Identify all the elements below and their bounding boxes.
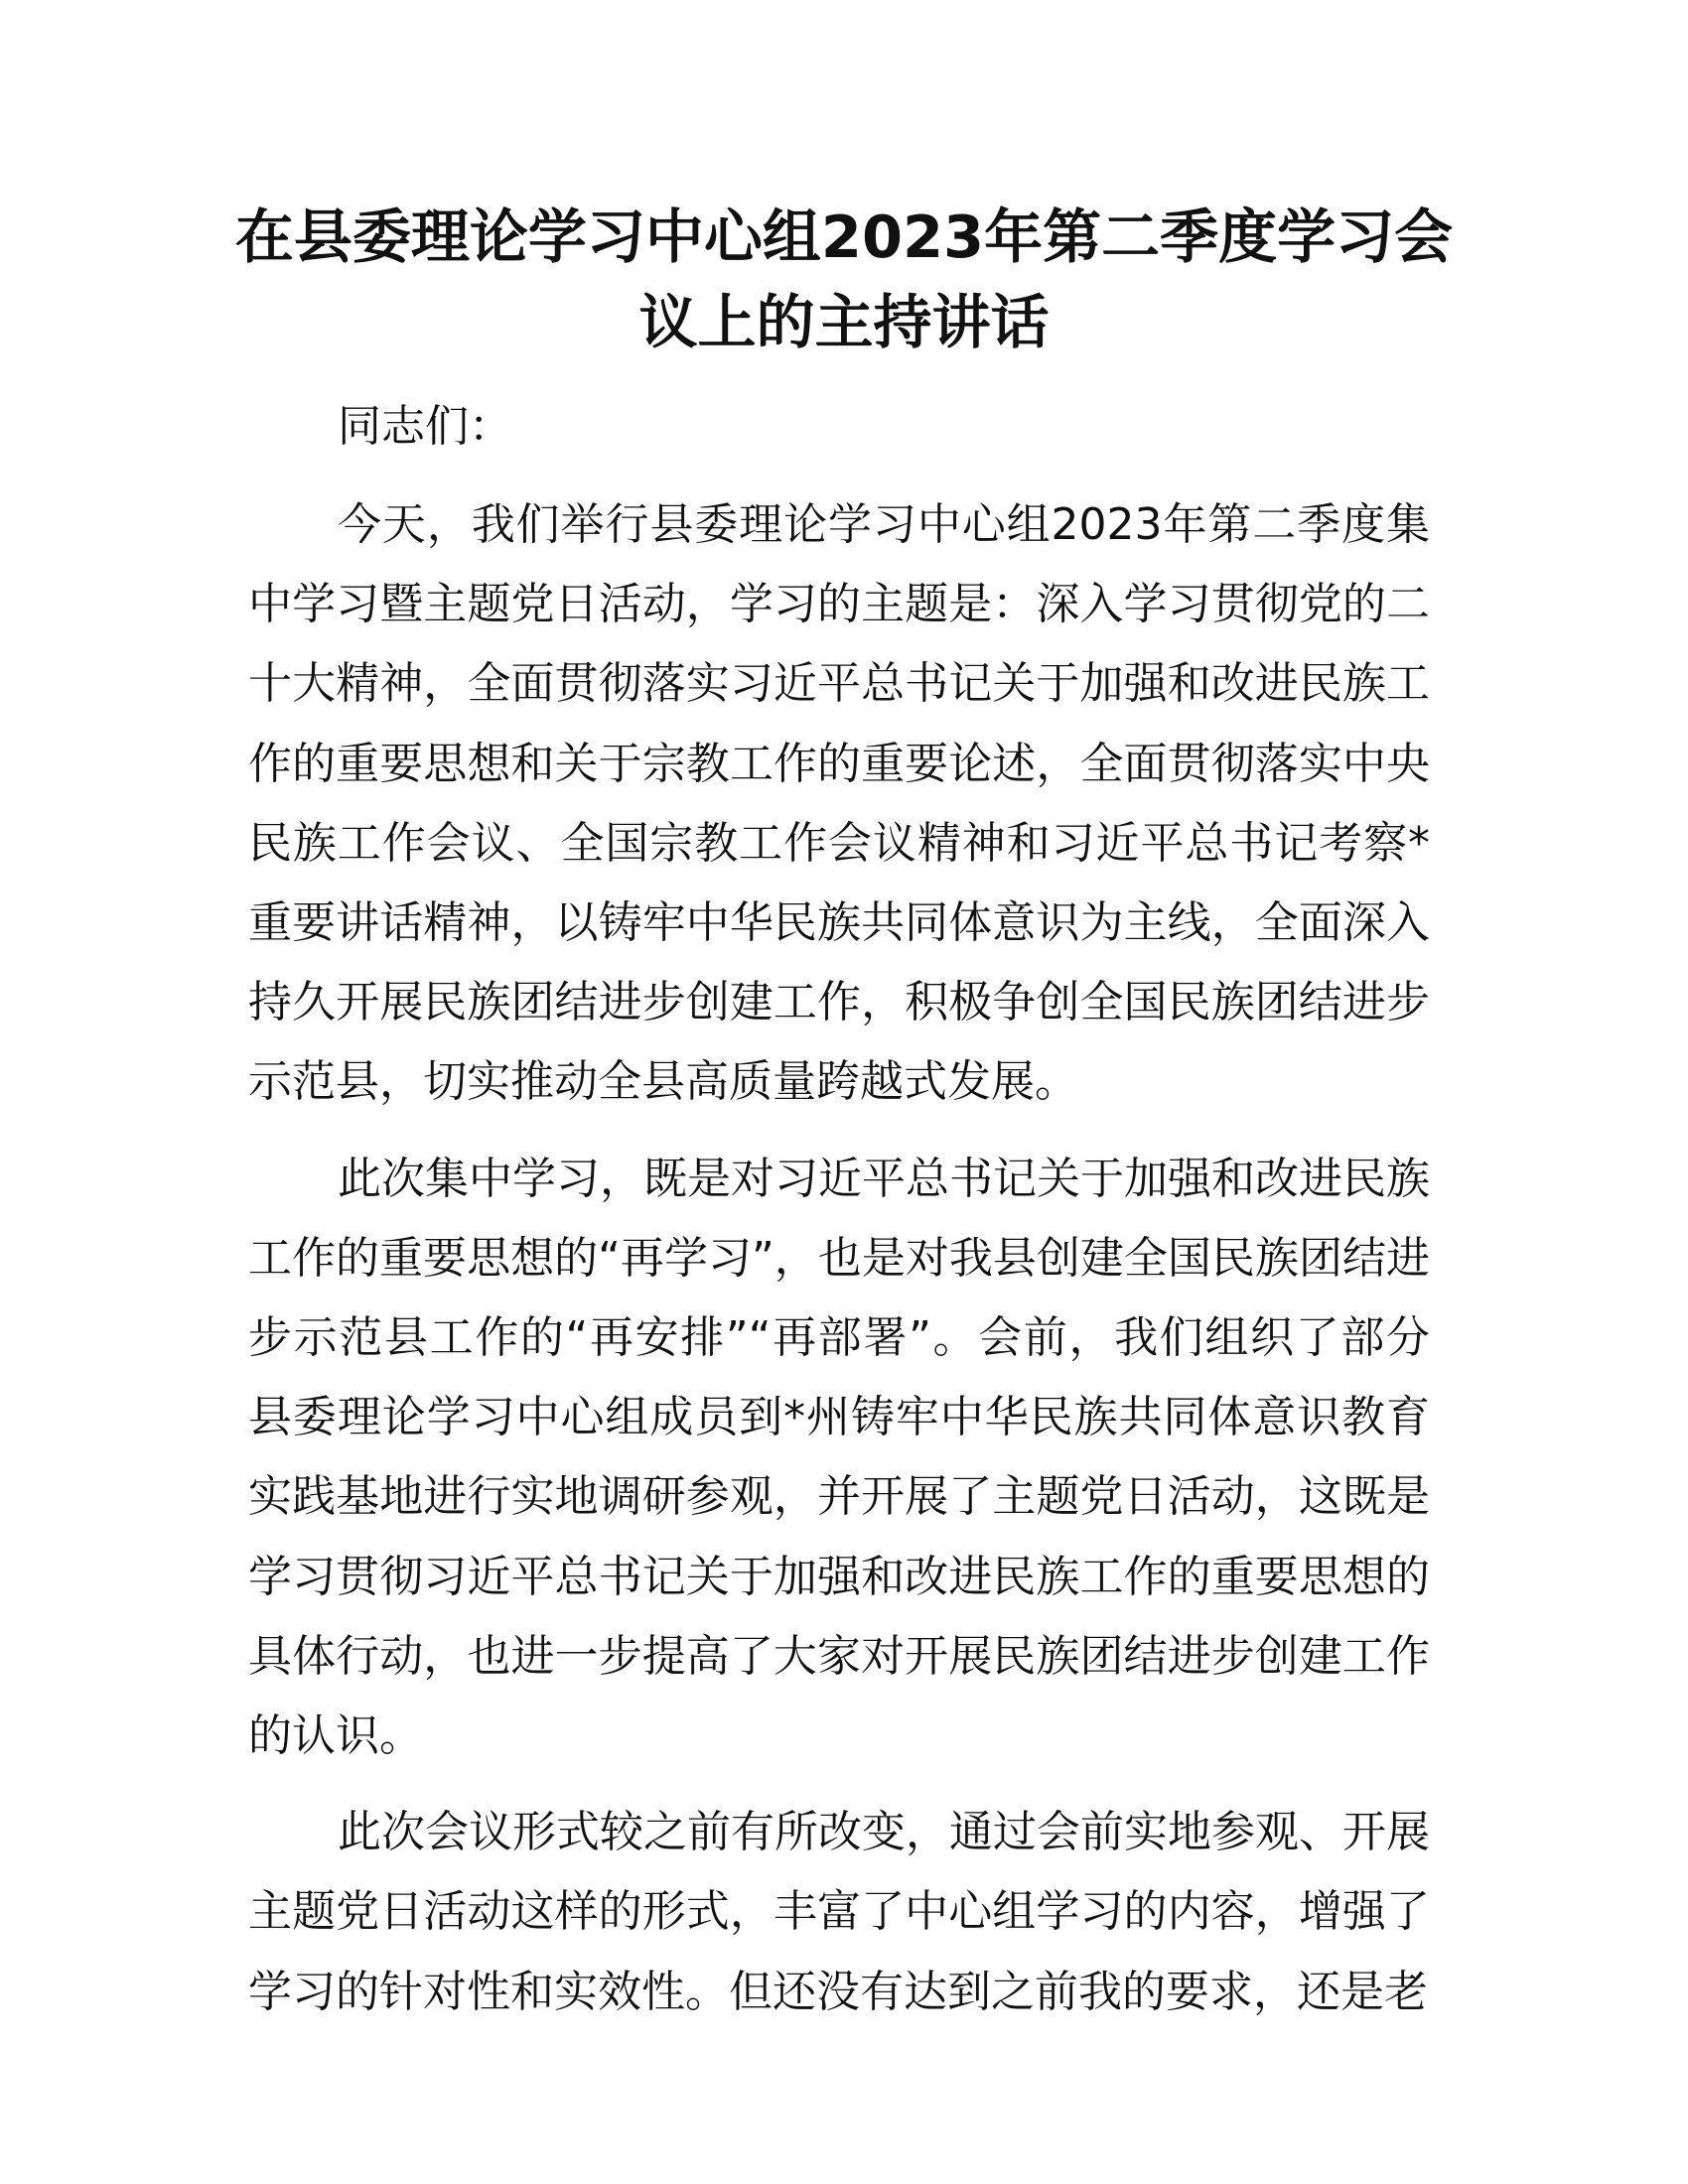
document-title: 在县委理论学习中心组2023年第二季度学习会议上的主持讲话 — [234, 203, 1454, 356]
paragraph-1: 今天，我们举行县委理论学习中心组2023年第二季度集中学习暨主题党日活动，学习的主题是：深入学习贯彻党的二十大精神，全面贯彻落实习近平总书记关于加强和改进民族工作的重要思想和关于宗教工作的重要论述，全面贯彻落实中央民族工作会议、全国宗教工作会议精神和习近平总书记考察*重要讲话精神，以铸牢中华民族共同体意识为主线，全面深入持久开展民族团结进步创建工作，积极争创全国民族团结进步示范县，切实推动全县高质量跨越式发展。 — [248, 499, 1430, 1108]
paragraph-3: 此次会议形式较之前有所改变，通过会前实地参观、开展主题党日活动这样的形式，丰富了中心组学习的内容，增强了学习的针对性和实效性。但还没有达到之前我的要求，还是老 — [248, 1807, 1430, 2017]
salutation: 同志们： — [338, 401, 512, 452]
document-body — [248, 387, 1430, 2049]
paragraph-2: 此次集中学习，既是对习近平总书记关于加强和改进民族工作的重要思想的“再学习”，也是对我县创建全国民族团结进步示范县工作的“再安排”“再部署”。会前，我们组织了部分县委理论学习中心组成员到*州铸牢中华民族共同体意识教育实践基地进行实地调研参观，并开展了主题党日活动，这既是学习贯彻习近平总书记关于加强和改进民族工作的重要思想的具体行动，也进一步提高了大家对开展民族团结进步创建工作的认识。 — [248, 1153, 1430, 1762]
